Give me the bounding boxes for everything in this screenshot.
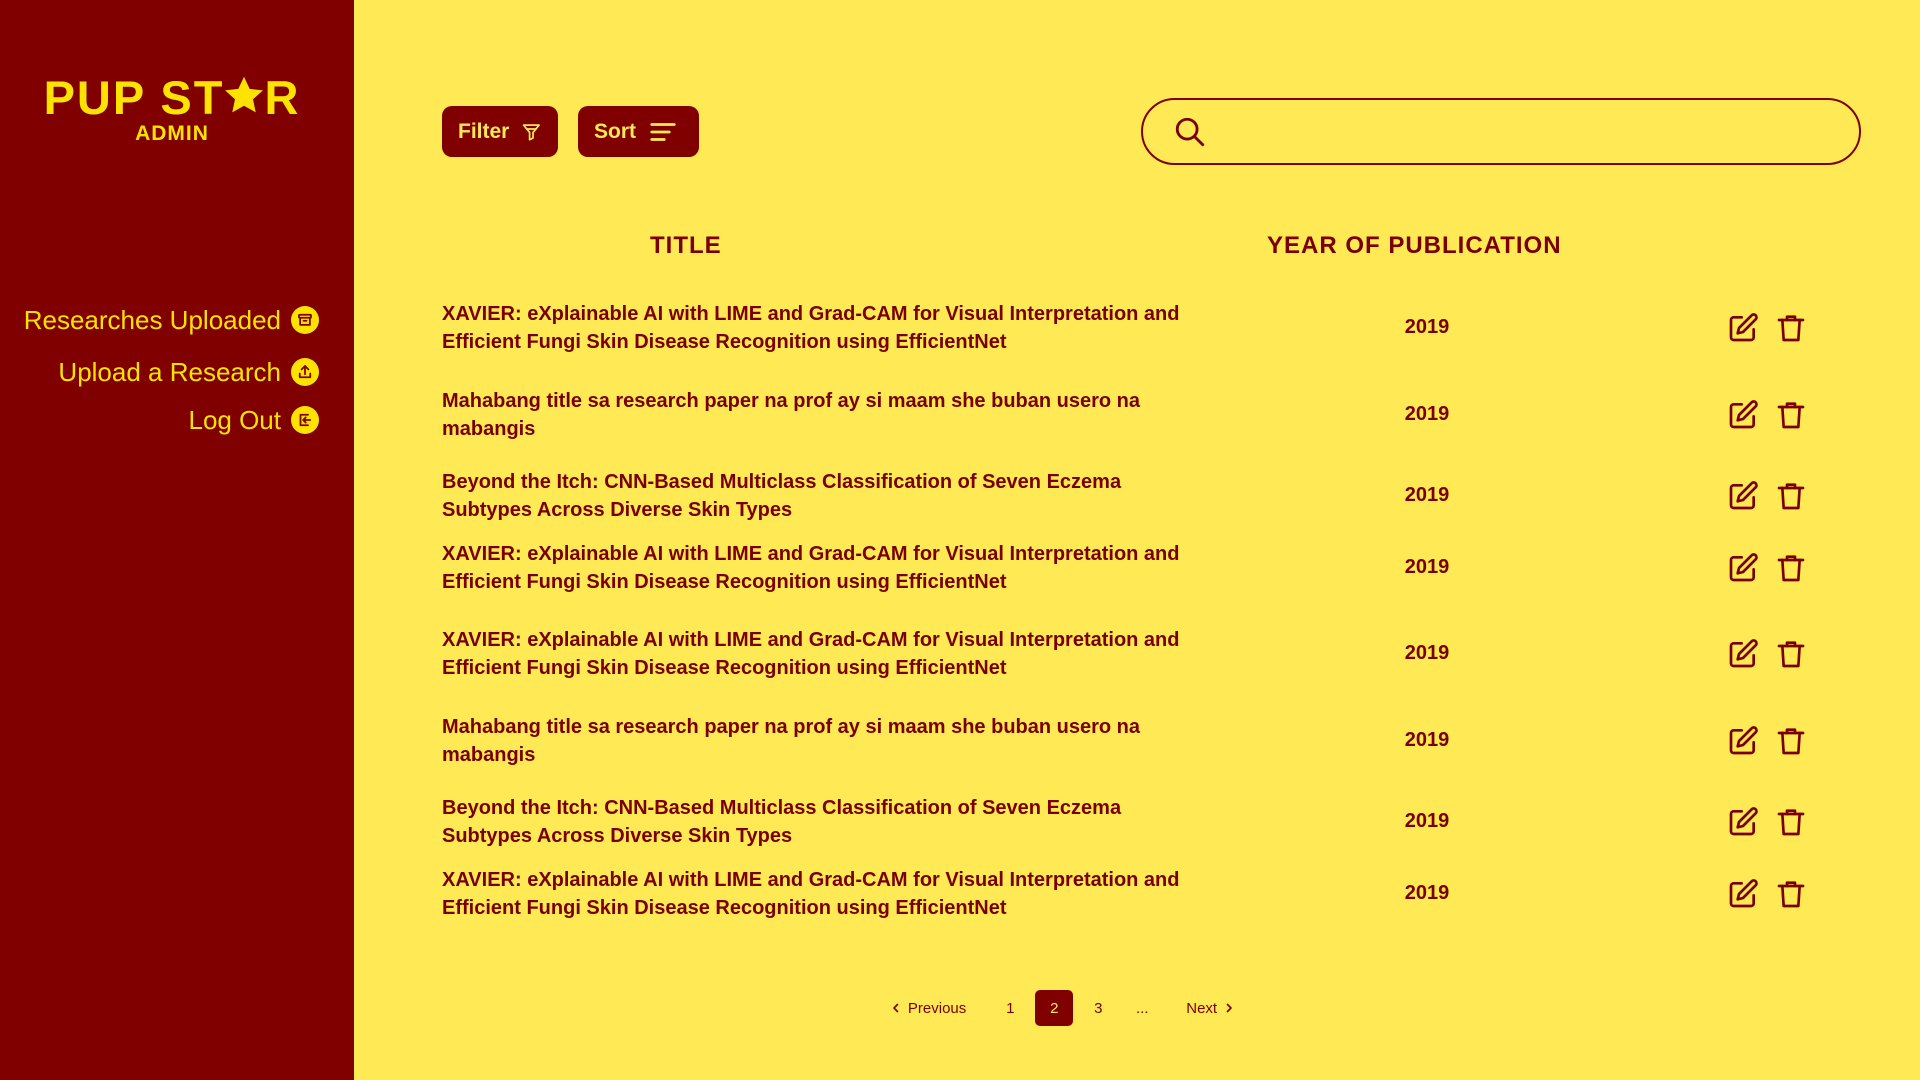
- nav-label: Upload a Research: [58, 356, 281, 387]
- row-title: XAVIER: eXplainable AI with LIME and Grad-CAM for Visual Interpretation and Efficient Fungi Skin Disease Recognition using EfficientNet: [442, 303, 1180, 353]
- pagination: [0, 990, 1920, 1026]
- row-year: 2019: [1404, 556, 1450, 578]
- row-actions: [1727, 552, 1807, 584]
- trash-icon[interactable]: [1775, 552, 1807, 584]
- star-icon: [222, 74, 266, 118]
- row-title: XAVIER: eXplainable AI with LIME and Grad-CAM for Visual Interpretation and Efficient Fungi Skin Disease Recognition using EfficientNet: [442, 543, 1180, 593]
- row-actions: [1727, 725, 1807, 757]
- chevron-right-icon: [1223, 1002, 1235, 1014]
- edit-icon[interactable]: [1727, 312, 1759, 344]
- trash-icon[interactable]: [1775, 725, 1807, 757]
- upload-icon: [291, 358, 319, 386]
- edit-icon[interactable]: [1727, 552, 1759, 584]
- logo: [0, 72, 344, 146]
- column-header-title: TITLE: [650, 232, 722, 259]
- row-year: 2019: [1404, 403, 1450, 425]
- column-header-year: YEAR OF PUBLICATION: [1267, 232, 1562, 259]
- trash-icon[interactable]: [1775, 638, 1807, 670]
- trash-icon[interactable]: [1775, 878, 1807, 910]
- search-bar[interactable]: [1141, 98, 1861, 165]
- trash-icon[interactable]: [1775, 806, 1807, 838]
- table-row: [442, 387, 1842, 447]
- sort-icon: [648, 117, 678, 147]
- nav-label: Researches Uploaded: [23, 304, 281, 335]
- nav-researches-uploaded[interactable]: [24, 300, 319, 340]
- search-input[interactable]: [1219, 112, 1839, 152]
- table-row: [442, 794, 1842, 854]
- table-row: [442, 468, 1842, 528]
- row-year: 2019: [1404, 882, 1450, 904]
- edit-icon[interactable]: [1727, 806, 1759, 838]
- row-year: 2019: [1404, 316, 1450, 338]
- row-actions: [1727, 312, 1807, 344]
- row-title: XAVIER: eXplainable AI with LIME and Grad-CAM for Visual Interpretation and Efficient Fungi Skin Disease Recognition using EfficientNet: [442, 629, 1180, 679]
- row-actions: [1727, 399, 1807, 431]
- logo-subtitle: ADMIN: [135, 122, 209, 145]
- row-year: 2019: [1404, 729, 1450, 751]
- nav-label: Log Out: [188, 404, 281, 435]
- edit-icon[interactable]: [1727, 725, 1759, 757]
- archive-icon: [291, 306, 319, 334]
- page-2-button[interactable]: 2: [1035, 990, 1073, 1026]
- row-title: XAVIER: eXplainable AI with LIME and Grad-CAM for Visual Interpretation and Efficient Fungi Skin Disease Recognition using EfficientNet: [442, 869, 1180, 919]
- sidebar: [0, 0, 354, 1080]
- row-actions: [1727, 806, 1807, 838]
- sort-button[interactable]: [578, 106, 699, 157]
- filter-icon: [521, 117, 542, 147]
- next-page-button[interactable]: [1186, 990, 1235, 1026]
- table-row: [442, 300, 1842, 360]
- edit-icon[interactable]: [1727, 480, 1759, 512]
- nav-log-out[interactable]: [188, 400, 319, 440]
- sidebar-nav: [24, 300, 319, 440]
- page-1-button[interactable]: 1: [1006, 999, 1015, 1017]
- table-row: [442, 540, 1842, 600]
- page-3-button[interactable]: 3: [1094, 999, 1103, 1017]
- nav-upload-research[interactable]: [58, 352, 319, 392]
- search-icon: [1173, 115, 1207, 149]
- sort-label: Sort: [594, 119, 636, 143]
- next-label: Next: [1186, 999, 1218, 1017]
- logout-icon: [291, 406, 319, 434]
- row-title: Beyond the Itch: CNN-Based Multiclass Classification of Seven Eczema Subtypes Across Diverse Skin Types: [442, 797, 1122, 847]
- logo-title: PUP ST R: [43, 71, 301, 124]
- table-row: [442, 866, 1842, 926]
- row-actions: [1727, 878, 1807, 910]
- chevron-left-icon: [890, 1002, 902, 1014]
- row-actions: [1727, 638, 1807, 670]
- previous-label: Previous: [907, 999, 967, 1017]
- table-row: [442, 713, 1842, 773]
- filter-button[interactable]: [442, 106, 558, 157]
- row-title: Mahabang title sa research paper na prof ay si maam she buban usero na mabangis: [442, 390, 1141, 440]
- row-title: Mahabang title sa research paper na prof ay si maam she buban usero na mabangis: [442, 716, 1141, 766]
- edit-icon[interactable]: [1727, 878, 1759, 910]
- previous-page-button[interactable]: [890, 990, 966, 1026]
- edit-icon[interactable]: [1727, 399, 1759, 431]
- row-year: 2019: [1404, 810, 1450, 832]
- trash-icon[interactable]: [1775, 312, 1807, 344]
- trash-icon[interactable]: [1775, 480, 1807, 512]
- trash-icon[interactable]: [1775, 399, 1807, 431]
- row-title: Beyond the Itch: CNN-Based Multiclass Classification of Seven Eczema Subtypes Across Diverse Skin Types: [442, 471, 1122, 521]
- edit-icon[interactable]: [1727, 638, 1759, 670]
- row-year: 2019: [1404, 484, 1450, 506]
- table-row: [442, 626, 1842, 686]
- pagination-ellipsis: ...: [1135, 999, 1149, 1017]
- row-actions: [1727, 480, 1807, 512]
- row-year: 2019: [1404, 642, 1450, 664]
- filter-label: Filter: [458, 119, 510, 143]
